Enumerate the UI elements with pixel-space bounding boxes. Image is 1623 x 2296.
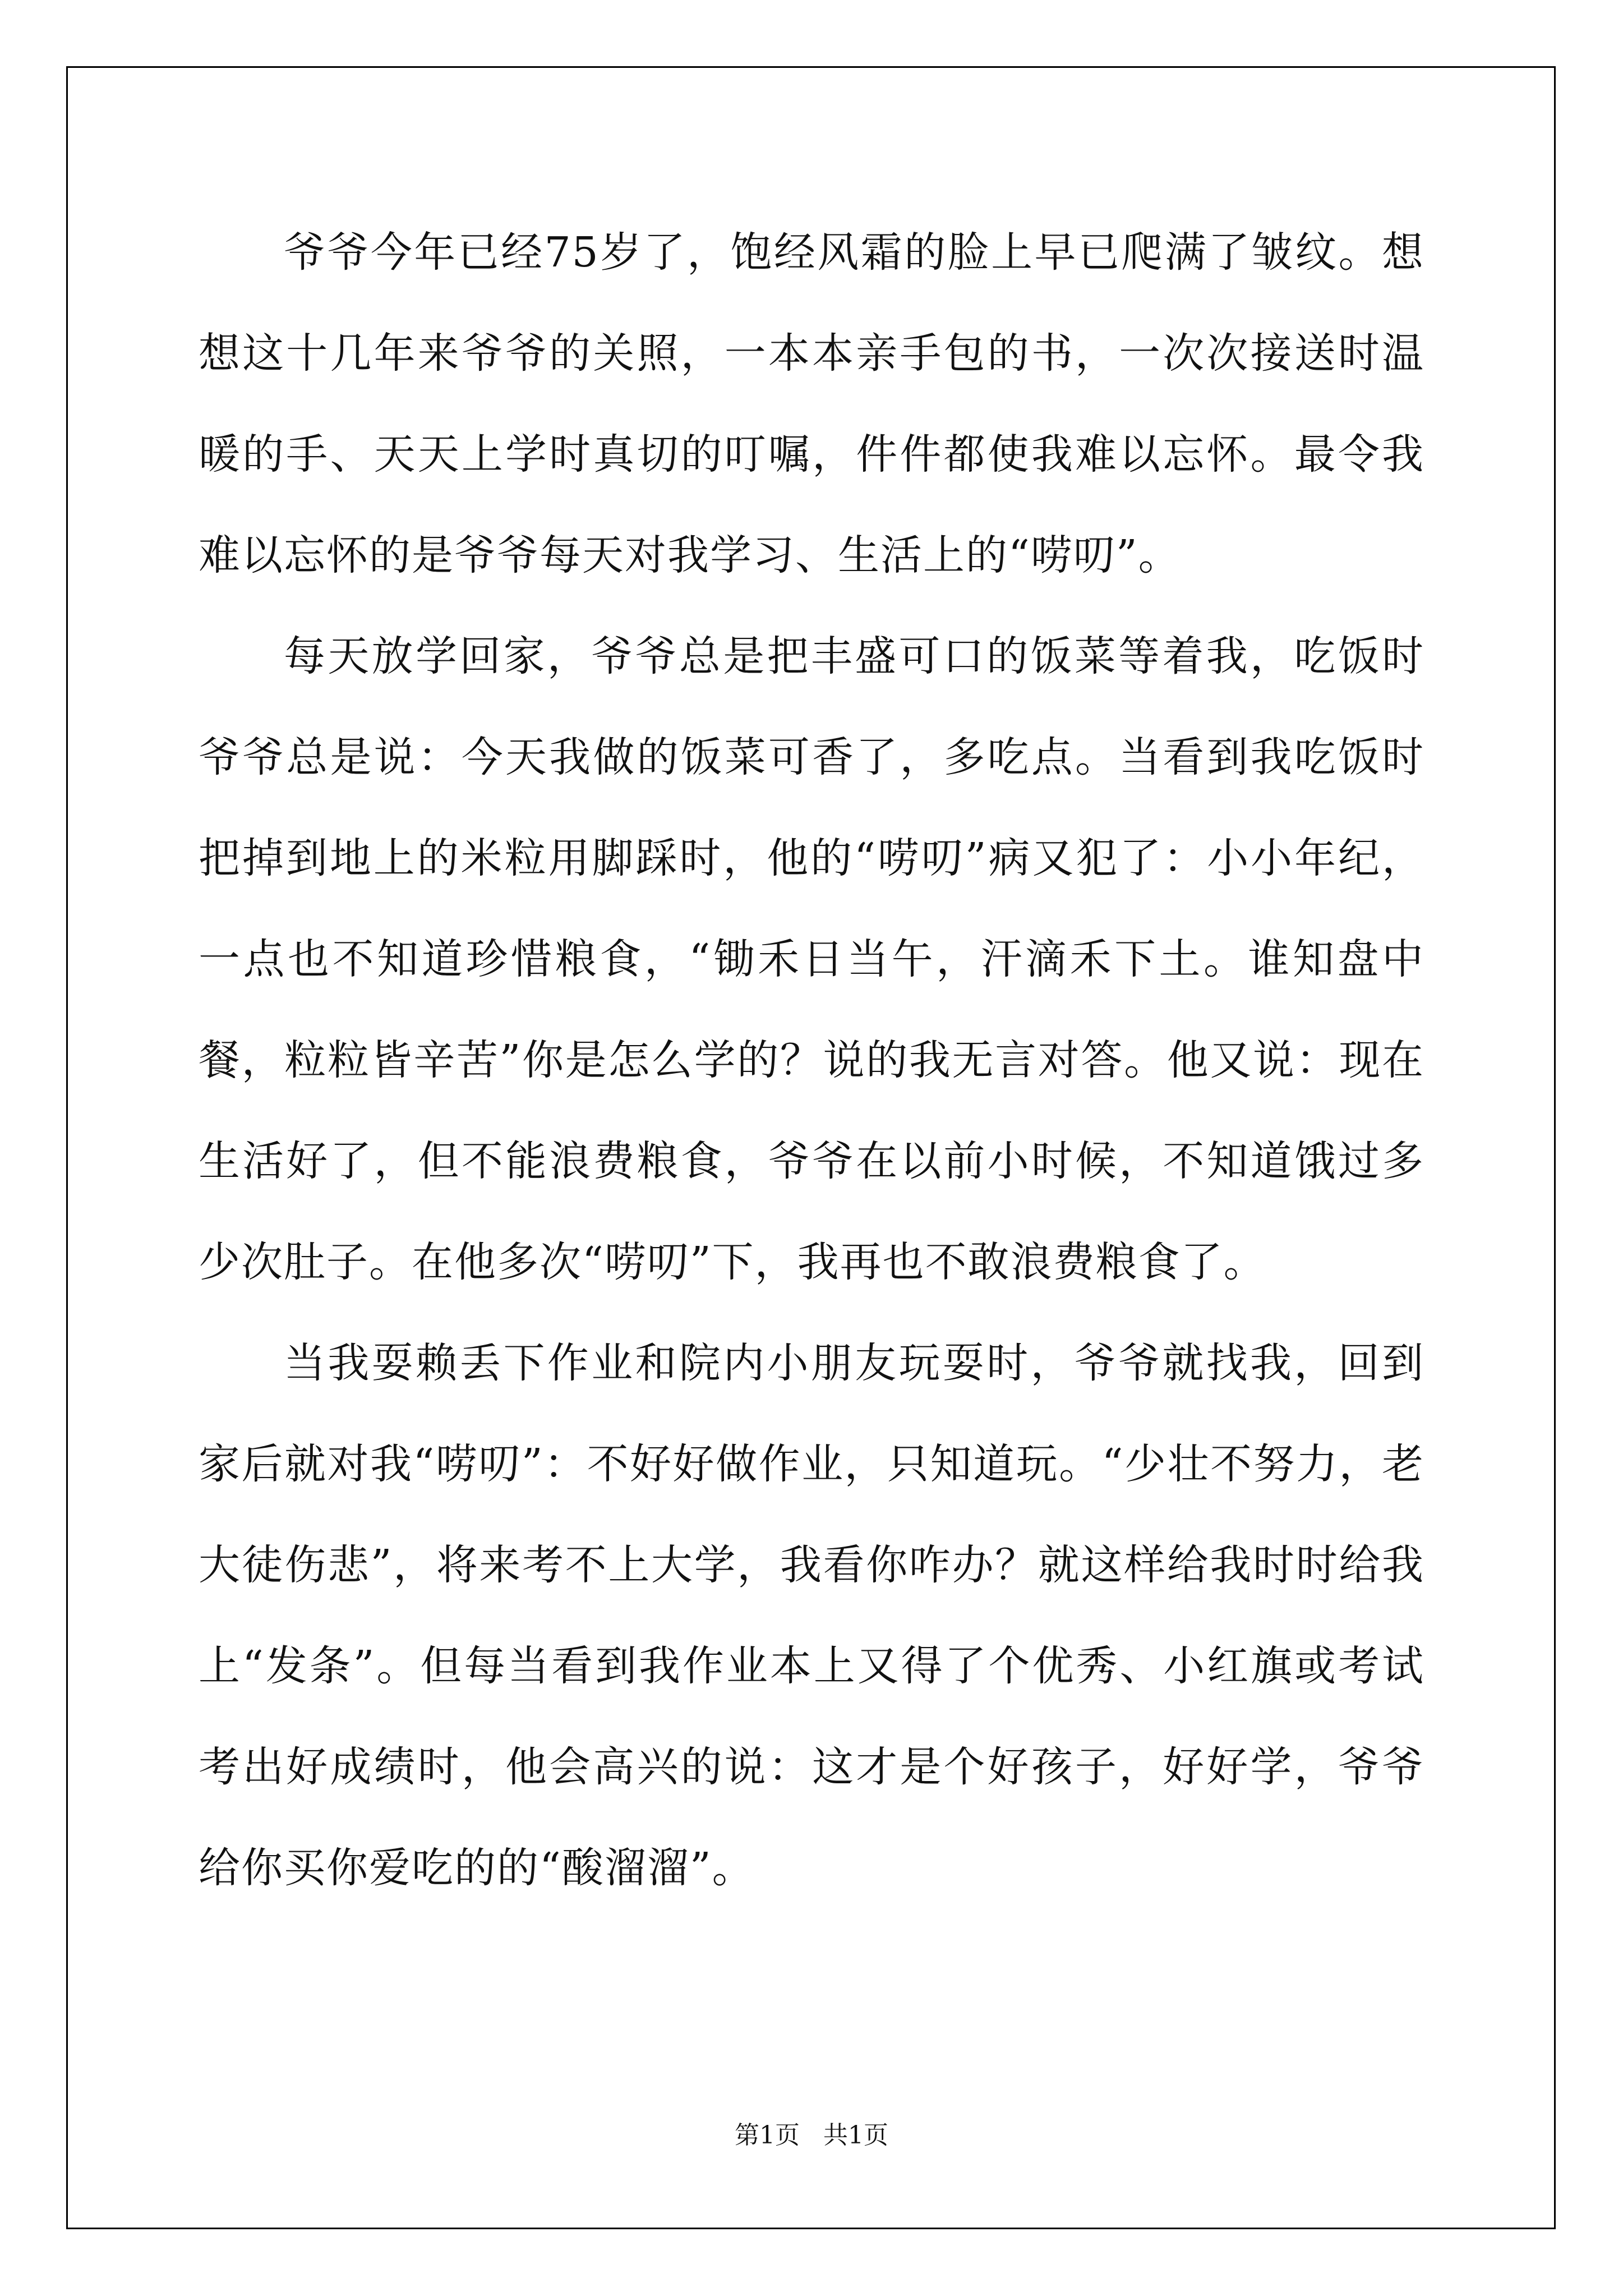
- paragraph-1: 爷爷今年已经75岁了，饱经风霜的脸上早已爬满了皱纹。想想这十几年来爷爷的关照，一本本亲手包的书，一次次接送时温暖的手、天天上学时真切的叮嘱，件件都使我难以忘怀。最令我难以忘怀的是爷爷每天对我学习、生活上的“唠叨”。: [199, 228, 1424, 579]
- paragraph-3: 当我耍赖丢下作业和院内小朋友玩耍时，爷爷就找我，回到家后就对我“唠叨”：不好好做作业，只知道玩。“少壮不努力，老大徒伤悲”，将来考不上大学，我看你咋办？就这样给我时时给我上“发条”。但每当看到我作业本上又得了个优秀、小红旗或考试考出好成绩时，他会高兴的说：这才是个好孩子，好好学，爷爷给你买你爱吃的的“酸溜溜”。: [199, 1339, 1424, 1892]
- page-number-footer: 第1页 共1页: [735, 2121, 888, 2150]
- paragraph-2: 每天放学回家，爷爷总是把丰盛可口的饭菜等着我，吃饭时爷爷总是说：今天我做的饭菜可香了，多吃点。当看到我吃饭时把掉到地上的米粒用脚踩时，他的“唠叨”病又犯了：小小年纪，一点也不知道珍惜粮食，“锄禾日当午，汗滴禾下土。谁知盘中餐，粒粒皆辛苦”你是怎么学的？说的我无言对答。他又说：现在生活好了，但不能浪费粮食，爷爷在以前小时候，不知道饿过多少次肚子。在他多次“唠叨”下，我再也不敢浪费粮食了。: [199, 632, 1424, 1286]
- document-body: [199, 202, 1424, 1918]
